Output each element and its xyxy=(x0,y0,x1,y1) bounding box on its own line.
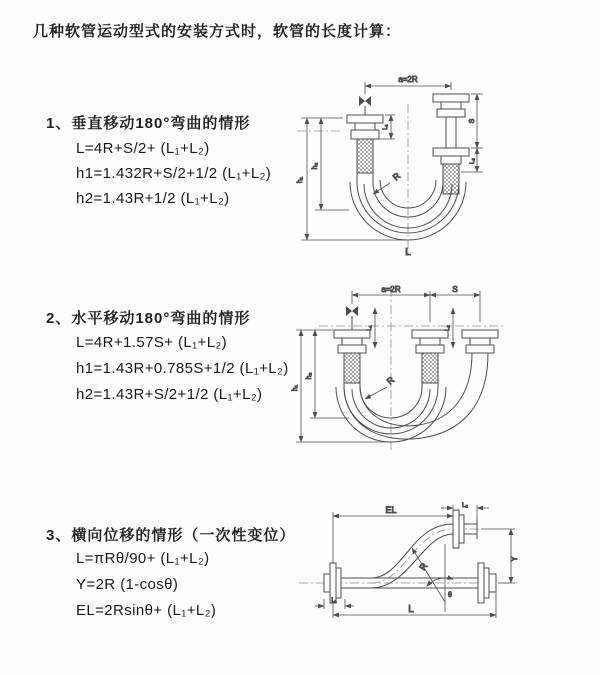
label-radius: R xyxy=(384,374,397,387)
right-braid-section xyxy=(443,164,459,194)
middle-flange xyxy=(412,330,448,353)
label-h2: h₂ xyxy=(306,372,313,380)
label-a2r: a=2R xyxy=(381,285,401,294)
section1-formula-L: L=4R+S/2+ (L₁+L₂) xyxy=(76,140,210,157)
section2-heading: 2、水平移动180°弯曲的情形 xyxy=(46,310,251,327)
label-el: EL xyxy=(385,505,397,515)
valve-icon xyxy=(346,306,358,316)
label-l1: L₁ xyxy=(367,325,373,331)
section2-formula-h2: h2=1.43R+S/2+1/2 (L₁+L₂) xyxy=(76,386,263,403)
label-length: L xyxy=(408,604,414,615)
right-flange-assembly xyxy=(433,94,469,164)
diagram-lateral-displacement xyxy=(293,502,593,652)
page-title: 几种软管运动型式的安装方式时，软管的长度计算： xyxy=(33,23,402,40)
label-length: L xyxy=(405,247,411,258)
label-radius: R xyxy=(417,561,430,573)
dimension-h2 xyxy=(315,118,349,210)
label-h2: h₂ xyxy=(312,162,319,170)
dimension-l xyxy=(333,592,496,618)
section3-formula-Y: Y=2R (1-cosθ) xyxy=(76,576,179,593)
radius-leader xyxy=(365,387,387,399)
left-flange xyxy=(334,330,370,353)
right-flange xyxy=(462,330,498,353)
section1-formula-h2: h2=1.43R+1/2 (L₁+L₂) xyxy=(76,190,230,207)
radius-leader xyxy=(373,183,390,194)
label-theta: θ xyxy=(448,592,452,599)
label-radius: R xyxy=(390,170,403,183)
section3-formula-L: L=πRθ/90+ (L₁+L₂) xyxy=(76,550,210,567)
section1-formula-h1: h1=1.432R+S/2+1/2 (L₁+L₂) xyxy=(76,165,272,182)
label-a2r: a=2R xyxy=(398,75,418,84)
left-braid-section xyxy=(357,139,373,173)
label-s: S xyxy=(452,285,458,294)
label-y: Y xyxy=(510,556,519,562)
ghost-right-flange xyxy=(478,563,496,603)
label-h1: h₁ xyxy=(297,176,304,184)
label-l2: L₂ xyxy=(445,325,451,331)
middle-braid-section xyxy=(422,353,438,383)
label-l1: L₁ xyxy=(383,124,389,130)
valve-icon xyxy=(359,96,371,106)
diagram-vertical-180-bend xyxy=(293,70,553,260)
left-flange xyxy=(347,115,383,139)
section1-heading: 1、垂直移动180°弯曲的情形 xyxy=(46,115,251,132)
label-l2: L₂ xyxy=(470,158,476,164)
label-l2: L₂ xyxy=(462,503,468,509)
label-l1: L₁ xyxy=(331,598,337,604)
left-braid-section xyxy=(344,353,360,383)
section3-formula-EL: EL=2Rsinθ+ (L₁+L₂) xyxy=(76,602,217,619)
left-flange xyxy=(324,563,341,603)
dimension-top-spans xyxy=(352,291,480,322)
section2-formula-h1: h1=1.43R+0.785S+1/2 (L₁+L₂) xyxy=(76,360,289,377)
label-s: S xyxy=(469,118,476,124)
label-h1: h₁ xyxy=(292,384,299,392)
dimension-el xyxy=(333,512,453,563)
section2-formula-L: L=4R+1.57S+ (L₁+L₂) xyxy=(76,334,228,351)
diagram-horizontal-180-bend xyxy=(291,282,561,457)
section3-heading: 3、横向位移的情形（一次性变位） xyxy=(46,527,296,544)
